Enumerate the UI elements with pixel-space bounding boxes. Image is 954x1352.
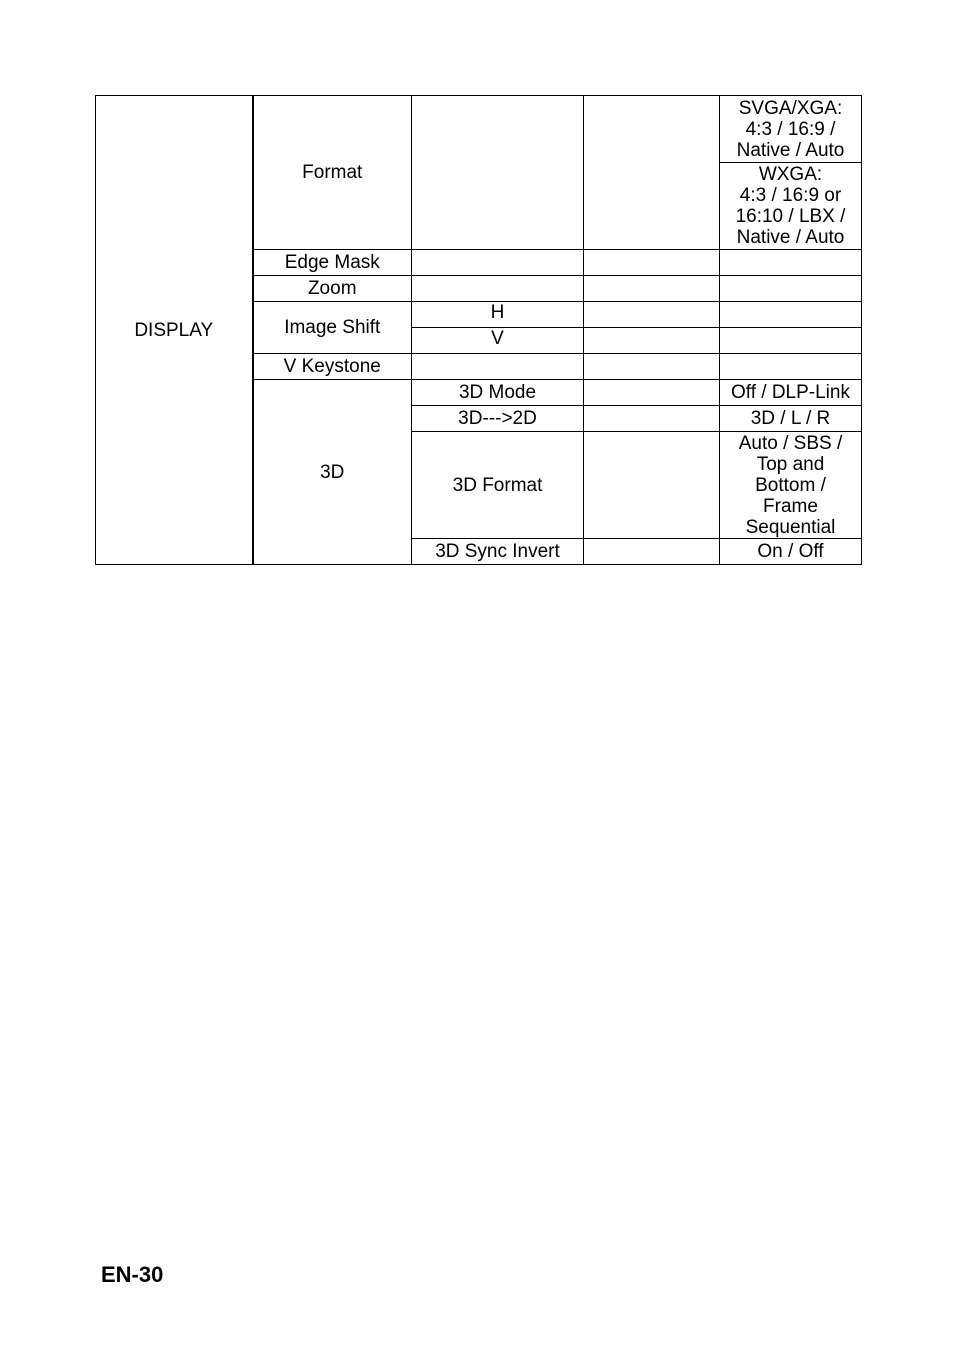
options-line: 16:10 / LBX / — [735, 206, 846, 227]
empty-cell — [584, 328, 720, 354]
options-line: 4:3 / 16:9 / — [745, 118, 836, 140]
v-keystone-label: V Keystone — [283, 356, 381, 377]
three-d-sync-invert-options-text: On / Off — [757, 541, 824, 562]
page-number: EN-30 — [101, 1262, 164, 1287]
edge-mask-cell — [253, 250, 412, 276]
format-wxga-options — [720, 163, 862, 250]
format-svga-options — [720, 96, 862, 163]
image-shift-v-cell — [412, 328, 584, 354]
empty-cell — [584, 276, 720, 302]
image-shift-h-cell — [412, 302, 584, 328]
options-line: Auto / SBS / — [738, 432, 843, 454]
options-line: Top and — [756, 453, 825, 475]
format-label: Format — [302, 162, 363, 183]
display-menu-table — [95, 95, 862, 565]
zoom-label: Zoom — [307, 278, 357, 299]
image-shift-label: Image Shift — [284, 317, 381, 338]
image-shift-h-label: H — [490, 302, 505, 323]
three-d-cell — [253, 380, 412, 565]
three-d-label: 3D — [320, 461, 345, 483]
options-line: Native / Auto — [736, 227, 845, 248]
three-d-conversion-label: 3D--->2D — [458, 408, 537, 429]
empty-cell — [720, 250, 862, 276]
format-sub-cell — [412, 96, 584, 250]
v-keystone-cell — [253, 354, 412, 380]
empty-cell — [584, 380, 720, 406]
three-d-mode-label: 3D Mode — [458, 382, 537, 403]
options-line: Bottom / — [755, 474, 826, 496]
three-d-sync-invert-label: 3D Sync Invert — [435, 541, 560, 562]
empty-cell — [584, 406, 720, 432]
three-d-mode-cell — [412, 380, 584, 406]
empty-cell — [412, 276, 584, 302]
empty-cell — [584, 354, 720, 380]
empty-cell — [412, 354, 584, 380]
zoom-cell — [253, 276, 412, 302]
three-d-format-label: 3D Format — [452, 474, 543, 496]
three-d-format-cell — [412, 432, 584, 539]
image-shift-cell — [253, 302, 412, 354]
empty-cell — [584, 250, 720, 276]
empty-cell — [720, 328, 862, 354]
three-d-conversion-options-text: 3D / L / R — [750, 408, 831, 429]
image-shift-v-label: V — [491, 328, 504, 349]
empty-cell — [720, 276, 862, 302]
empty-cell — [584, 432, 720, 539]
three-d-mode-options — [720, 380, 862, 406]
three-d-format-options — [720, 432, 862, 539]
options-line: Native / Auto — [736, 139, 845, 161]
options-line: WXGA: — [758, 164, 823, 185]
three-d-sync-invert-options — [720, 539, 862, 565]
empty-cell — [584, 539, 720, 565]
format-value-cell — [584, 96, 720, 250]
empty-cell — [720, 354, 862, 380]
empty-cell — [412, 250, 584, 276]
edge-mask-label: Edge Mask — [284, 252, 380, 273]
three-d-conversion-cell — [412, 406, 584, 432]
menu-display-cell — [96, 96, 253, 565]
options-line: SVGA/XGA: — [738, 97, 843, 119]
empty-cell — [584, 302, 720, 328]
empty-cell — [720, 302, 862, 328]
format-cell — [253, 96, 412, 250]
three-d-conversion-options — [720, 406, 862, 432]
menu-display-label: DISPLAY — [134, 319, 214, 341]
three-d-mode-options-text: Off / DLP-Link — [731, 382, 850, 403]
options-line: Sequential — [745, 516, 836, 538]
options-line: 4:3 / 16:9 or — [739, 185, 842, 206]
options-line: Frame — [763, 495, 818, 517]
three-d-sync-invert-cell — [412, 539, 584, 565]
